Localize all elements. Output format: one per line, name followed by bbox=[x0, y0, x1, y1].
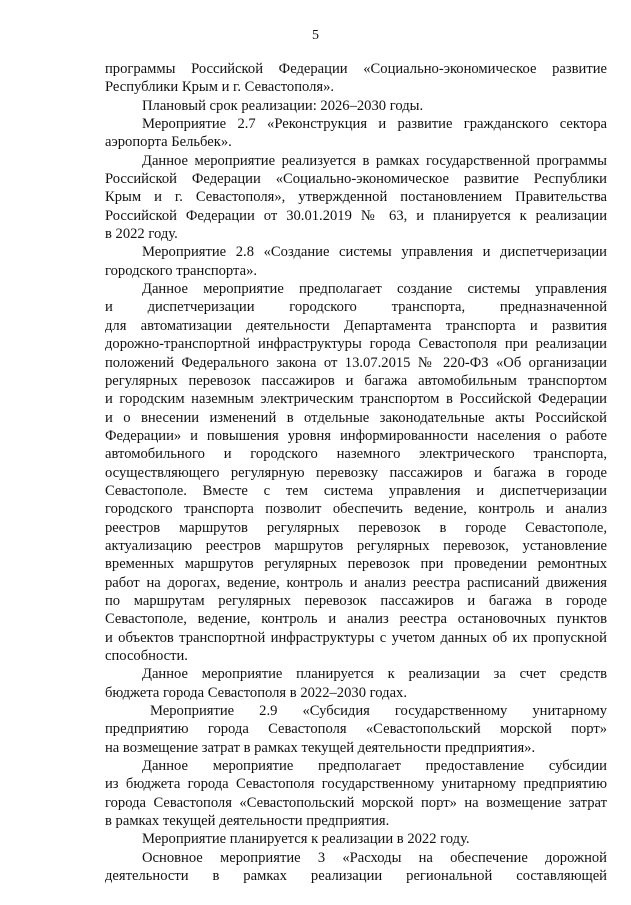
text-line: регулярных перевозок пассажиров и багажа автомобильным транспортом bbox=[105, 372, 607, 389]
text-line: из бюджета города Севастополя государственному унитарному предприятию bbox=[105, 776, 607, 793]
text-line: актуализацию реестров маршрутов регулярных перевозок, установление bbox=[105, 537, 607, 554]
text-line: аэропорта Бельбек». bbox=[105, 134, 232, 151]
text-line: Крым и г. Севастополя», утвержденной постановлением Правительства bbox=[105, 189, 607, 206]
text-line: по маршрутам регулярных перевозок пассажиров и багажа в городе bbox=[105, 592, 607, 609]
text-line: в рамках текущей деятельности предприятия. bbox=[105, 813, 390, 830]
text-line: Данное мероприятие реализуется в рамках государственной программы bbox=[142, 152, 607, 169]
text-line: и объектов транспортной инфраструктуры с учетом данных об их пропускной bbox=[105, 629, 607, 646]
text-line: города Севастополя «Севастопольский морской порт» на возмещение затрат bbox=[105, 794, 607, 811]
text-line: бюджета города Севастополя в 2022–2030 годах. bbox=[105, 684, 407, 701]
text-line: Республики Крым и г. Севастополя». bbox=[105, 79, 335, 96]
text-line: осуществляющего регулярную перевозку пассажиров и багажа в городе bbox=[105, 464, 607, 481]
text-line: Плановый срок реализации: 2026–2030 годы. bbox=[142, 97, 424, 114]
text-line: городского транспорта». bbox=[105, 262, 258, 279]
text-line: реестров маршрутов регулярных перевозок в городе Севастополе, bbox=[105, 519, 607, 536]
text-line: положений Федерального закона от 13.07.2015 № 220-ФЗ «Об организации bbox=[105, 354, 607, 371]
text-line: автомобильного и городского наземного электрического транспорта, bbox=[105, 446, 607, 463]
text-line: Основное мероприятие 3 «Расходы на обеспечение дорожной bbox=[142, 849, 607, 866]
text-line: деятельности в рамках реализации региональной составляющей bbox=[105, 868, 607, 885]
text-line: способности. bbox=[105, 648, 188, 664]
text-line: и городским наземным электрическим транспортом в Российской Федерации bbox=[105, 391, 607, 408]
text-line: Данное мероприятие предполагает создание системы управления bbox=[142, 281, 607, 298]
text-line: Мероприятие 2.9 «Субсидия государственному унитарному bbox=[150, 703, 607, 720]
page-number: 5 bbox=[312, 28, 319, 43]
text-line: и диспетчеризации городского транспорта, предназначенной bbox=[105, 299, 607, 316]
text-line: Севастополе. Вместе с тем система управления и диспетчеризации bbox=[105, 482, 607, 499]
text-line: Мероприятие планируется к реализации в 2022 году. bbox=[142, 831, 470, 848]
text-line: Российской Федерации от 30.01.2019 № 63, и планируется к реализации bbox=[105, 207, 607, 224]
text-line: городского транспорта позволит обеспечить ведение, контроль и анализ bbox=[105, 501, 607, 518]
text-line: для автоматизации деятельности Департамента транспорта и развития bbox=[105, 317, 607, 334]
text-line: Севастополе, ведение, контроль и анализ реестра остановочных пунктов bbox=[105, 611, 607, 628]
text-line: Федерации» и повышения уровня информированности населения о работе bbox=[105, 427, 607, 444]
text-line: работ на дорогах, ведение, контроль и анализ реестра расписаний движения bbox=[105, 574, 607, 591]
text-line: в 2022 году. bbox=[105, 226, 178, 243]
text-line: Данное мероприятие предполагает предоставление субсидии bbox=[142, 758, 607, 775]
text-line: программы Российской Федерации «Социально-экономическое развитие bbox=[105, 61, 607, 77]
text-line: Мероприятие 2.7 «Реконструкция и развитие гражданского сектора bbox=[142, 116, 607, 133]
text-line: Мероприятие 2.8 «Создание системы управления и диспетчеризации bbox=[142, 244, 607, 261]
body-text bbox=[105, 60, 607, 885]
text-line: временных маршрутов регулярных перевозок при проведении ремонтных bbox=[105, 556, 607, 573]
text-line: дорожно-транспортной инфраструктуры города Севастополя при реализации bbox=[105, 336, 607, 353]
text-line: и о внесении изменений в отдельные законодательные акты Российской bbox=[105, 409, 607, 426]
text-line: Российской Федерации «Социально-экономическое развитие Республики bbox=[105, 171, 607, 188]
text-line: на возмещение затрат в рамках текущей деятельности предприятия». bbox=[105, 739, 536, 756]
text-line: Данное мероприятие планируется к реализации за счет средств bbox=[142, 666, 607, 683]
text-line: предприятию города Севастополя «Севастопольский морской порт» bbox=[105, 721, 607, 738]
